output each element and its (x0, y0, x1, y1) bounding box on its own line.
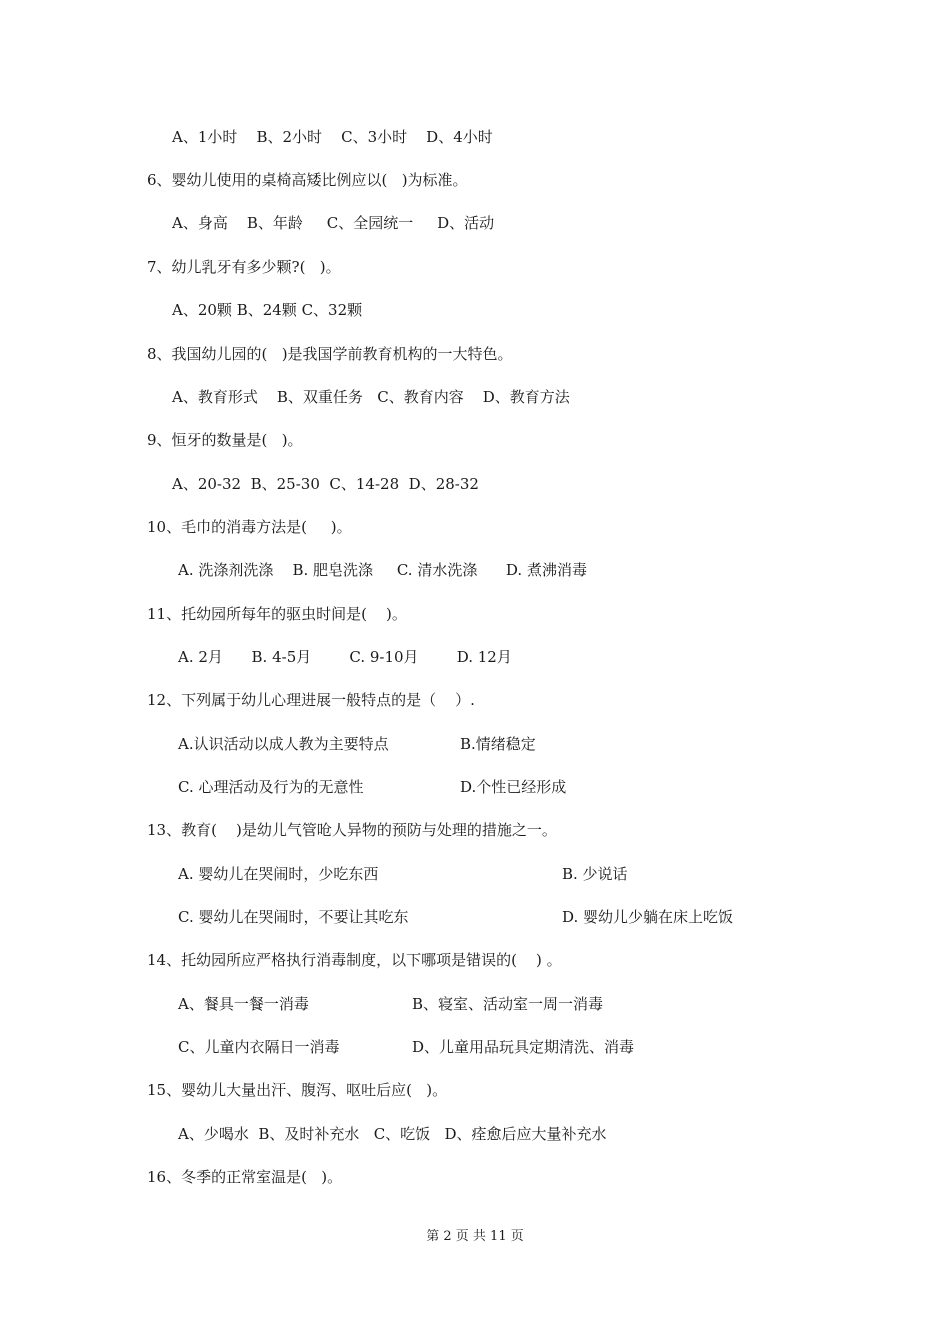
q8-options: A、教育形式 B、双重任务 C、教育内容 D、教育方法 (172, 388, 570, 406)
question-9: 9、恒牙的数量是( )。 (147, 431, 303, 449)
q10-options: A. 洗涤剂洗涤 B. 肥皂洗涤 C. 清水洗涤 D. 煮沸消毒 (178, 561, 587, 579)
q9-options: A、20-32 B、25-30 C、14-28 D、28-32 (172, 475, 479, 493)
question-12: 12、下列属于幼儿心理进展一般特点的是（ ）. (147, 691, 475, 709)
q13-option-a: A. 婴幼儿在哭闹时，少吃东西 (178, 865, 379, 883)
q14-option-b: B、寝室、活动室一周一消毒 (412, 995, 604, 1013)
question-11: 11、托幼园所每年的驱虫时间是( )。 (147, 605, 407, 623)
q14-option-d: D、儿童用品玩具定期清洗、消毒 (412, 1038, 635, 1056)
q12-option-d: D.个性已经形成 (460, 778, 567, 796)
q12-option-b: B.情绪稳定 (460, 735, 536, 753)
q13-option-c: C. 婴幼儿在哭闹时，不要让其吃东 (178, 908, 409, 926)
q13-option-d: D. 婴幼儿少躺在床上吃饭 (562, 908, 734, 926)
q14-option-c: C、儿童内衣隔日一消毒 (178, 1038, 340, 1056)
q6-options: A、身高 B、年龄 C、全园统一 D、活动 (172, 214, 495, 232)
question-16: 16、冬季的正常室温是( )。 (147, 1168, 343, 1186)
q12-option-a: A.认识活动以成人教为主要特点 (178, 735, 389, 753)
q14-option-a: A、餐具一餐一消毒 (178, 995, 309, 1013)
question-7: 7、幼儿乳牙有多少颗?( )。 (147, 258, 341, 276)
q11-options: A. 2月 B. 4-5月 C. 9-10月 D. 12月 (178, 648, 512, 666)
question-14: 14、托幼园所应严格执行消毒制度，以下哪项是错误的( ) 。 (147, 951, 562, 969)
q15-options: A、少喝水 B、及时补充水 C、吃饭 D、痊愈后应大量补充水 (178, 1125, 607, 1143)
q13-option-b: B. 少说话 (562, 865, 628, 883)
question-15: 15、婴幼儿大量出汗、腹泻、呕吐后应( )。 (147, 1081, 448, 1099)
q12-option-c: C. 心理活动及行为的无意性 (178, 778, 364, 796)
q7-options: A、20颗 B、24颗 C、32颗 (172, 301, 363, 319)
question-8: 8、我国幼儿园的( )是我国学前教育机构的一大特色。 (147, 345, 513, 363)
q5-options: A、1小时 B、2小时 C、3小时 D、4小时 (172, 128, 493, 146)
question-10: 10、毛巾的消毒方法是( )。 (147, 518, 352, 536)
page-footer: 第 2 页 共 11 页 (426, 1229, 524, 1244)
question-6: 6、婴幼儿使用的桌椅高矮比例应以( )为标准。 (147, 171, 468, 189)
question-13: 13、教育( )是幼儿气管呛人异物的预防与处理的措施之一。 (147, 821, 557, 839)
